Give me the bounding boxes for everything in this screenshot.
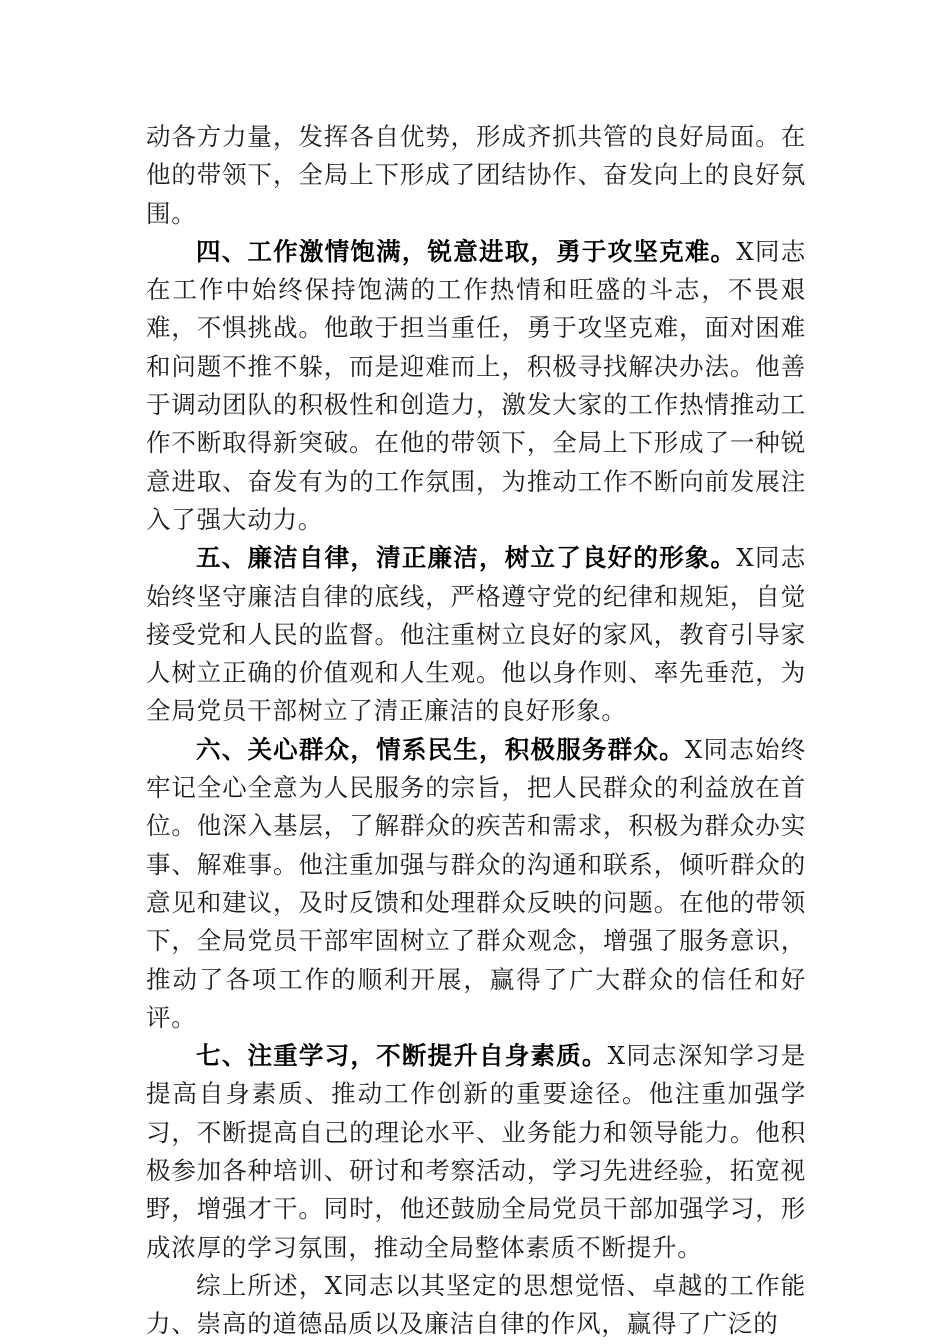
section-heading: 五、廉洁自律，清正廉洁，树立了良好的形象。 <box>196 543 737 573</box>
section-heading: 七、注重学习，不断提升自身素质。 <box>196 1041 608 1071</box>
paragraph-section-4 <box>146 233 806 539</box>
paragraph-section-5 <box>146 539 806 730</box>
document-page <box>146 118 806 1344</box>
paragraph-body: 综上所述，X同志以其坚定的思想觉悟、卓越的工作能力、崇高的道德品质以及廉洁自律的作风，赢得了广泛的 <box>146 1270 806 1339</box>
paragraph-summary <box>146 1267 806 1344</box>
paragraph-section-6 <box>146 731 806 1037</box>
paragraph-body: X同志在工作中始终保持饱满的工作热情和旺盛的斗志，不畏艰难，不惧挑战。他敢于担当重任，勇于攻坚克难，面对困难和问题不推不躲，而是迎难而上，积极寻找解决办法。他善于调动团队的积极性和创造力，激发大家的工作热情推动工作不断取得新突破。在他的带领下，全局上下形成了一种锐意进取、奋发有为的工作氛围，为推动工作不断向前发展注入了强大动力。 <box>146 236 806 534</box>
paragraph-body: X同志始终坚守廉洁自律的底线，严格遵守党的纪律和规矩，自觉接受党和人民的监督。他注重树立良好的家风，教育引导家人树立正确的价值观和人生观。他以身作则、率先垂范，为全局党员干部树立了清正廉洁的良好形象。 <box>146 543 806 726</box>
paragraph-continuation <box>146 118 806 233</box>
paragraph-body: X同志深知学习是提高自身素质、推动工作创新的重要途径。他注重加强学习，不断提高自己的理论水平、业务能力和领导能力。他积极参加各种培训、研讨和考察活动，学习先进经验，拓宽视野，增强才干。同时，他还鼓励全局党员干部加强学习，形成浓厚的学习氛围，推动全局整体素质不断提升。 <box>146 1041 806 1262</box>
paragraph-body: X同志始终牢记全心全意为人民服务的宗旨，把人民群众的利益放在首位。他深入基层，了解群众的疾苦和需求，积极为群众办实事、解难事。他注重加强与群众的沟通和联系，倾听群众的意见和建议，及时反馈和处理群众反映的问题。在他的带领下，全局党员干部牢固树立了群众观念，增强了服务意识，推动了各项工作的顺利开展，赢得了广大群众的信任和好评。 <box>146 734 806 1032</box>
section-heading: 四、工作激情饱满，锐意进取，勇于攻坚克难。 <box>196 236 737 266</box>
paragraph-body: 动各方力量，发挥各自优势，形成齐抓共管的良好局面。在他的带领下，全局上下形成了团结协作、奋发向上的良好氛围。 <box>146 122 806 228</box>
section-heading: 六、关心群众，情系民生，积极服务群众。 <box>196 734 685 764</box>
paragraph-section-7 <box>146 1037 806 1267</box>
